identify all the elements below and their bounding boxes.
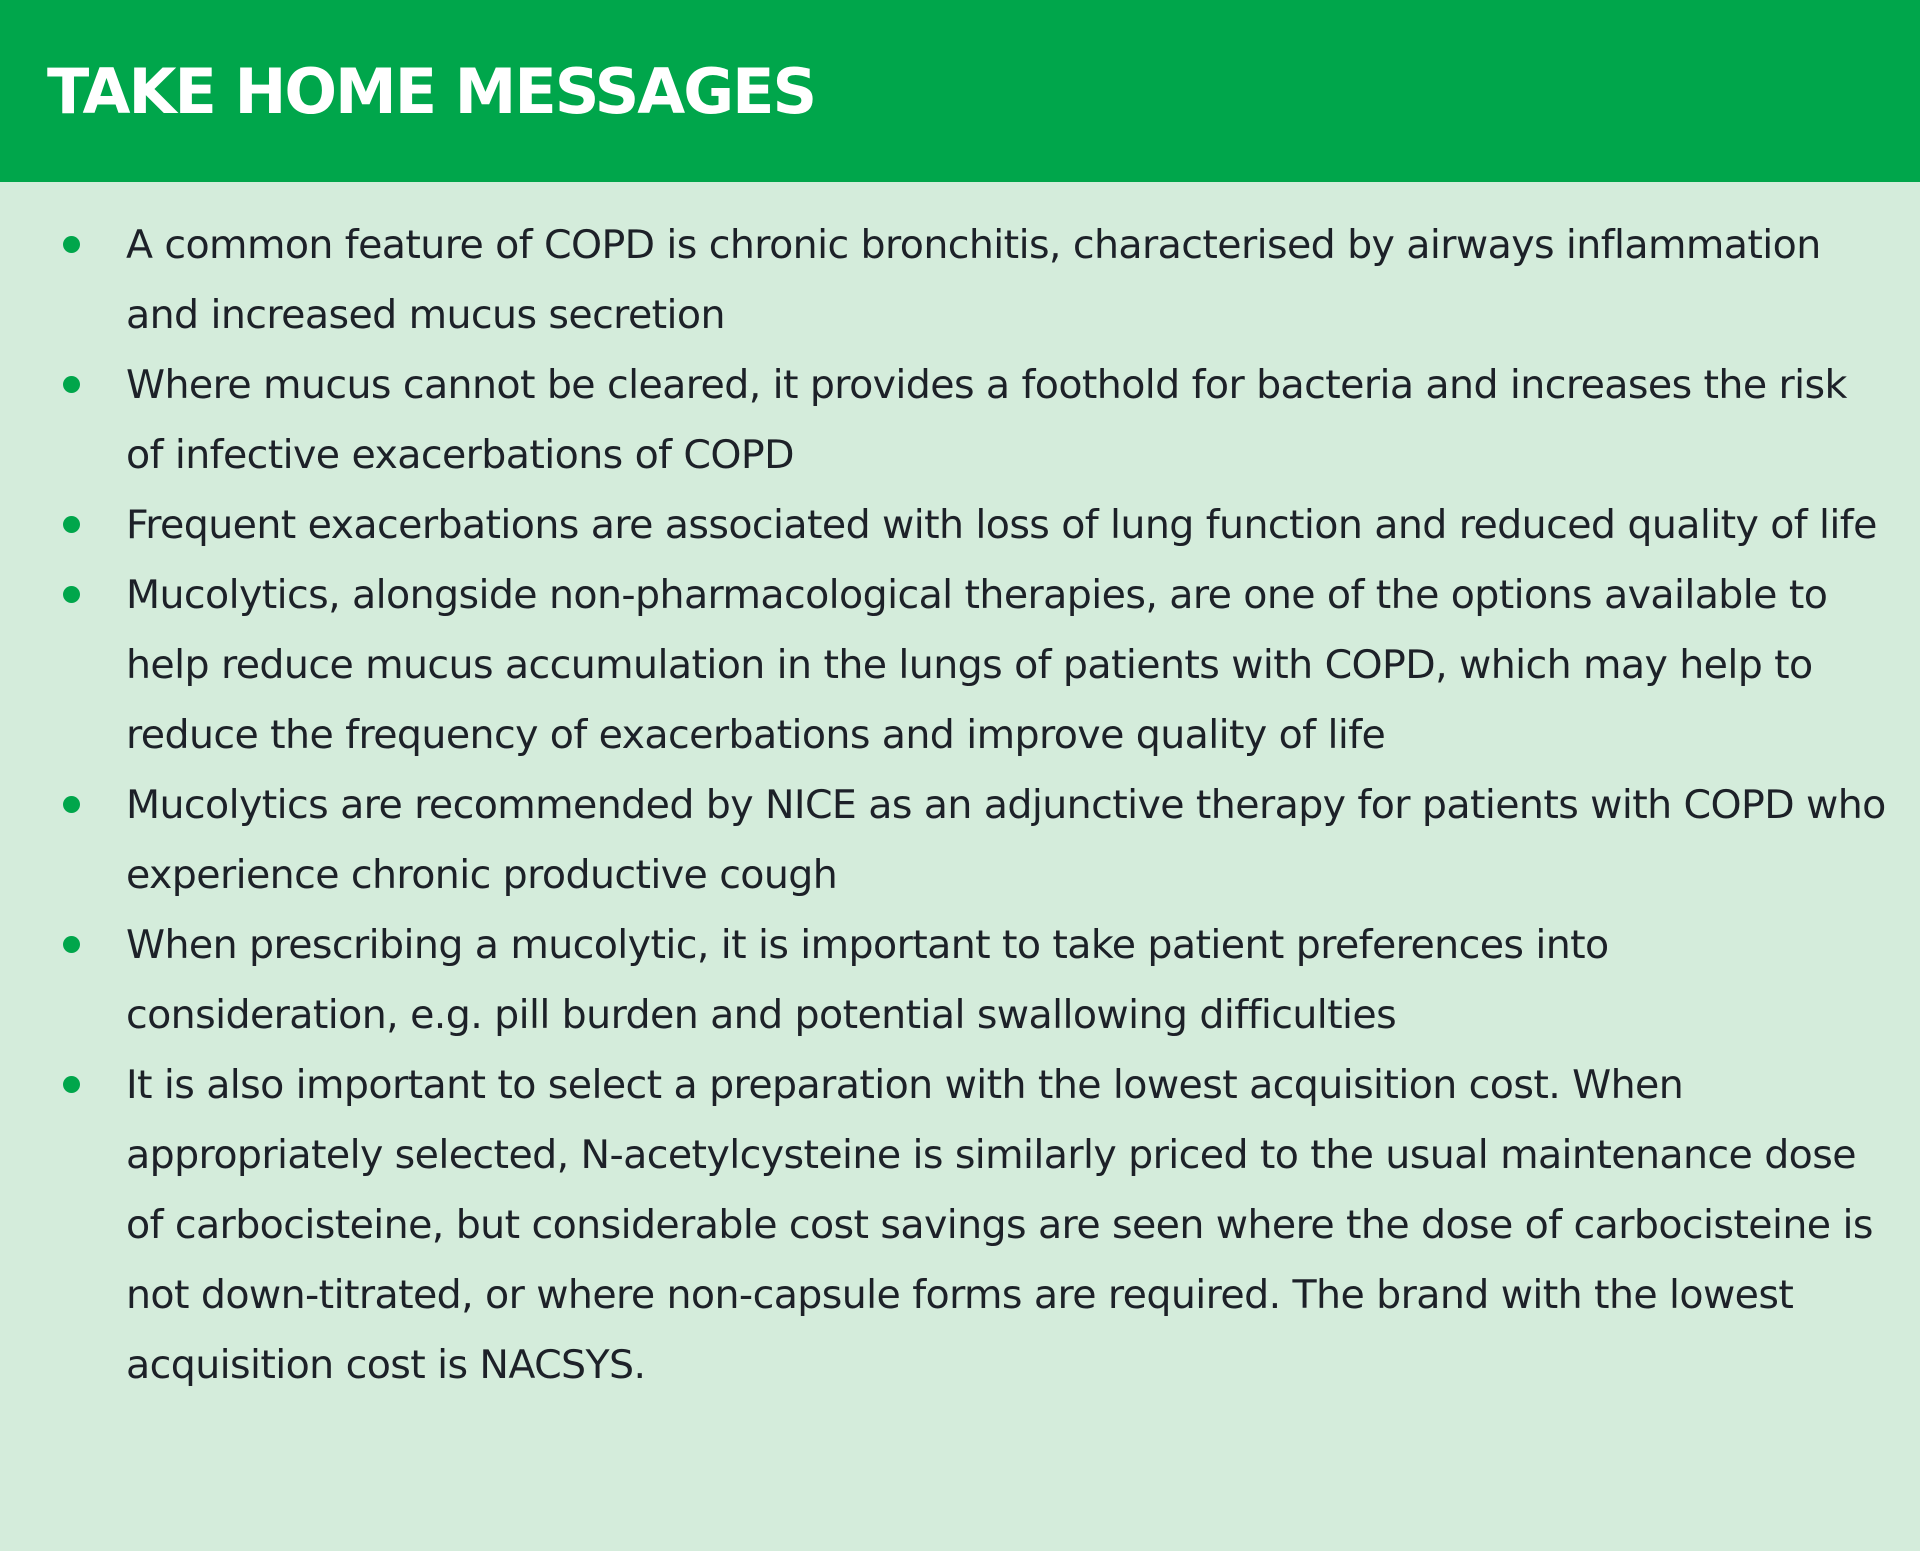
messages-list [0,210,1920,1400]
bullet-icon [63,586,80,603]
message-item [0,910,1920,1050]
message-item [0,1050,1920,1400]
message-text: Mucolytics are recommended by NICE as an adjunctive therapy for patients with COPD who experience chronic productive cough [126,782,1886,898]
message-item [0,350,1920,490]
message-text: Mucolytics, alongside non-pharmacological therapies, are one of the options available to help reduce mucus accumulation in the lungs of patients with COPD, which may help to reduce the frequency of exacerbations and improve quality of life [126,572,1828,758]
panel-header [0,0,1920,182]
message-item [0,490,1920,560]
message-text: A common feature of COPD is chronic bronchitis, characterised by airways inflammation and increased mucus secretion [126,222,1821,338]
bullet-icon [63,796,80,813]
message-text: Frequent exacerbations are associated with loss of lung function and reduced quality of life [126,502,1877,548]
message-text: When prescribing a mucolytic, it is important to take patient preferences into consideration, e.g. pill burden and potential swallowing difficulties [126,922,1609,1038]
bullet-icon [63,1076,80,1093]
bullet-icon [63,236,80,253]
message-text: Where mucus cannot be cleared, it provides a foothold for bacteria and increases the risk of infective exacerbations of COPD [126,362,1847,478]
message-item [0,770,1920,910]
panel-title: TAKE HOME MESSAGES [47,55,816,128]
message-text: It is also important to select a preparation with the lowest acquisition cost. When appropriately selected, N-acetylcysteine is similarly priced to the usual maintenance dose of carbocisteine, but considerable cost savings are seen where the dose of carbocisteine is not down-titrated, or where non-capsule forms are required. The brand with the lowest acquisition cost is NACSYS. [126,1062,1873,1388]
message-item [0,560,1920,770]
bullet-icon [63,516,80,533]
bullet-icon [63,936,80,953]
message-item [0,210,1920,350]
bullet-icon [63,376,80,393]
